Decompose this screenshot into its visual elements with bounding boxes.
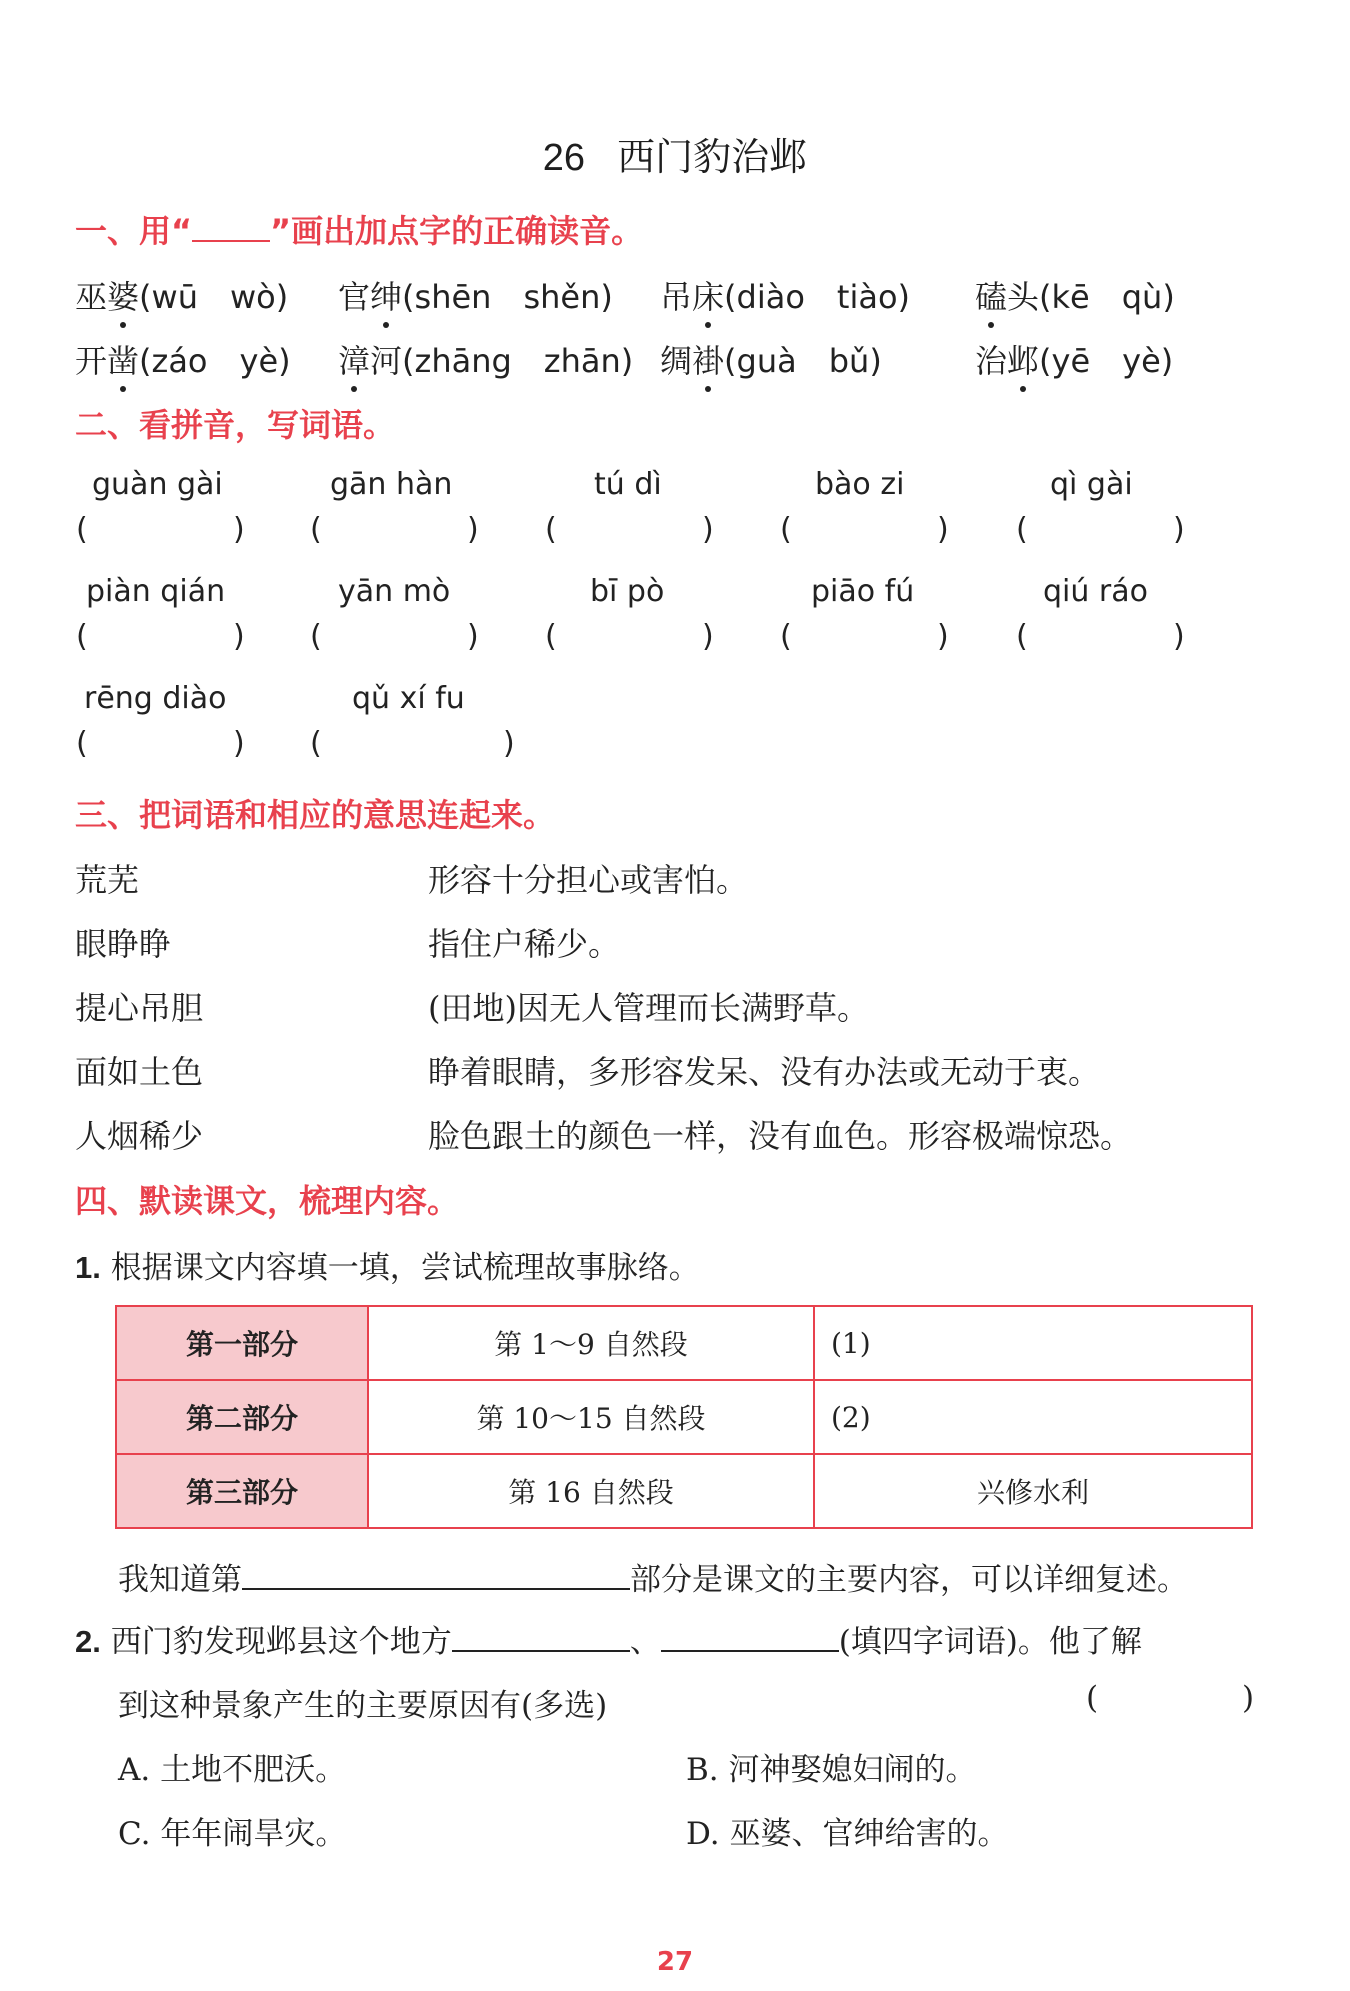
lesson-title — [0, 126, 1350, 181]
pinyin-prompt: bào zi — [815, 467, 905, 502]
table-row — [116, 1380, 1252, 1454]
question-2: 2. 西门豹发现邺县这个地方 、 (填四字词语)。他了解 — [75, 1624, 1142, 1660]
paragraph-range: 第 1～9 自然段 — [368, 1306, 814, 1380]
match-word[interactable]: 眼睁睁 — [75, 925, 172, 963]
dotted-char: 磕 — [975, 272, 1007, 318]
pinyin-prompt: bī pò — [590, 574, 665, 609]
part-label: 第三部分 — [116, 1454, 368, 1528]
pinyin-prompt: piāo fú — [811, 574, 915, 609]
section-4-heading: 四、默读课文，梳理内容。 — [75, 1182, 460, 1220]
dotted-char: 褂 — [692, 336, 724, 382]
question-number: 2. — [75, 1624, 101, 1659]
pron-item: 漳河(zhāng zhān) — [338, 336, 633, 382]
pron-item: 巫婆(wū wò) — [75, 272, 288, 318]
paragraph-range: 第 16 自然段 — [368, 1454, 814, 1528]
table-row — [116, 1306, 1252, 1380]
pinyin-prompt: piàn qián — [86, 574, 226, 609]
fill-blank[interactable] — [452, 1649, 630, 1652]
pron-options[interactable]: (diào tiào) — [724, 278, 911, 316]
underline-sample — [192, 239, 270, 242]
pron-item: 绸褂(guà bǔ) — [660, 336, 882, 382]
option-d[interactable]: D. 巫婆、官绅给害的。 — [686, 1816, 1009, 1852]
section-2-heading: 二、看拼音，写词语。 — [75, 406, 396, 444]
dotted-char: 绅 — [370, 272, 402, 318]
fill-blank[interactable] — [242, 1587, 630, 1590]
pinyin-prompt: rēng diào — [84, 681, 227, 716]
pinyin-prompt: qiú ráo — [1043, 574, 1148, 609]
pron-options[interactable]: (kē qù) — [1039, 278, 1175, 316]
option-b[interactable]: B. 河神娶媳妇闹的。 — [686, 1752, 977, 1788]
story-structure-table — [115, 1305, 1253, 1529]
pron-item: 官绅(shēn shěn) — [338, 272, 613, 318]
pron-options[interactable]: (shēn shěn) — [402, 278, 613, 316]
dotted-char: 漳 — [338, 336, 370, 382]
match-definition[interactable]: 形容十分担心或害怕。 — [428, 861, 749, 899]
table-row — [116, 1454, 1252, 1528]
section-1-heading-post: ”画出加点字的正确读音。 — [270, 212, 644, 250]
content-cell[interactable]: (1) — [814, 1306, 1252, 1380]
question-number: 1. — [75, 1250, 101, 1285]
pinyin-prompt: qì gài — [1050, 467, 1133, 502]
question-1 — [75, 1242, 700, 1287]
match-definition[interactable]: (田地)因无人管理而长满野草。 — [428, 989, 869, 1027]
pron-options[interactable]: (záo yè) — [139, 342, 291, 380]
pron-options[interactable]: (guà bǔ) — [724, 342, 882, 380]
match-definition[interactable]: 睁着眼睛，多形容发呆、没有办法或无动于衷。 — [428, 1053, 1101, 1091]
question-text: 根据课文内容填一填，尝试梳理故事脉络。 — [110, 1250, 700, 1286]
match-definition[interactable]: 脸色跟土的颜色一样，没有血色。形容极端惊恐。 — [428, 1117, 1133, 1155]
pinyin-prompt: tú dì — [594, 467, 662, 502]
dotted-char: 婆 — [107, 272, 139, 318]
workbook-page: 26 西门豹治邺 一、用“ ”画出加点字的正确读音。 巫婆(wū wò) 官绅(shēn shěn) 吊床(diào tiào) 磕头(kē qù) 开凿(záo yè) 漳河(zhāng zhān) 绸褂(guà bǔ) 治邺(yē yè) 二、看拼音，写词语。 guàn gài gān hàn tú dì bào zi qì gài ( ) ( ) ( ) ( ) ( ) piàn qián yān mò bī pò piāo fú qiú ráo ( ) ( ) ( ) ( ) ( ) rēng diào qǔ xí fu ( ) ( ) 三、把词语和相应的意思连起来。 荒芜 眼睁睁 提心吊胆 面如土色 人烟稀少 形容十分担心或害怕。 指住户稀少。 (田地)因无人管理而长满野草。 睁着眼睛，多形容发呆、没有办法或无动于衷。 脸色跟土的颜色一样，没有血色。形容极端惊恐。 四、默读课文，梳理内容。 1. 根据课文内容填一填，尝试梳理故事脉络。 第一部分 第 1～9 自然段 (1) 第二部分 第 10～15 自然段 (2) 第三部分 第 16 自然段 兴修水利 我知道第 部分是课文的主要内容，可以详细复述。 2. 西门豹发现邺县这个地方 、 (填四字词语)。他了解 到这种景象产生的主要原因有(多选) ( ) A. 土地不肥沃。 B. 河神娶媳妇闹的。 C. 年年闹旱灾。 D. 巫婆、官绅给害的。 27 — [0, 0, 1350, 1991]
pron-options[interactable]: (zhāng zhān) — [402, 342, 634, 380]
match-word[interactable]: 提心吊胆 — [75, 989, 204, 1027]
match-definition[interactable]: 指住户稀少。 — [428, 925, 621, 963]
match-word[interactable]: 人烟稀少 — [75, 1117, 204, 1155]
option-c[interactable]: C. 年年闹旱灾。 — [118, 1816, 347, 1852]
part-label: 第二部分 — [116, 1380, 368, 1454]
section-1-heading-pre: 一、用“ — [75, 212, 193, 250]
part-label: 第一部分 — [116, 1306, 368, 1380]
pron-item: 开凿(záo yè) — [75, 336, 291, 382]
pron-item: 吊床(diào tiào) — [660, 272, 910, 318]
match-word[interactable]: 面如土色 — [75, 1053, 204, 1091]
section-3-heading: 三、把词语和相应的意思连起来。 — [75, 796, 556, 834]
fill-blank[interactable] — [661, 1649, 839, 1652]
option-a[interactable]: A. 土地不肥沃。 — [118, 1752, 347, 1788]
dotted-char: 凿 — [107, 336, 139, 382]
lesson-name: 西门豹治邺 — [617, 135, 808, 179]
pron-options[interactable]: (wū wò) — [139, 278, 289, 316]
pron-options[interactable]: (yē yè) — [1039, 342, 1174, 380]
pron-item: 磕头(kē qù) — [975, 272, 1175, 318]
pinyin-prompt: yān mò — [338, 574, 451, 609]
page-number: 27 — [656, 1947, 694, 1977]
dotted-char: 床 — [692, 272, 724, 318]
lesson-number: 26 — [542, 137, 586, 179]
paragraph-range: 第 10～15 自然段 — [368, 1380, 814, 1454]
pinyin-prompt: qǔ xí fu — [352, 681, 465, 716]
q1-followup: 我知道第 部分是课文的主要内容，可以详细复述。 — [118, 1562, 1188, 1598]
content-cell[interactable]: (2) — [814, 1380, 1252, 1454]
match-word[interactable]: 荒芜 — [75, 861, 140, 899]
content-cell: 兴修水利 — [814, 1454, 1252, 1528]
question-2-line-2: 到这种景象产生的主要原因有(多选) — [118, 1688, 608, 1724]
pinyin-prompt: gān hàn — [330, 467, 453, 502]
pron-item: 治邺(yē yè) — [975, 336, 1173, 382]
dotted-char: 邺 — [1007, 336, 1039, 382]
section-1-heading — [75, 206, 643, 252]
pinyin-prompt: guàn gài — [92, 467, 223, 502]
